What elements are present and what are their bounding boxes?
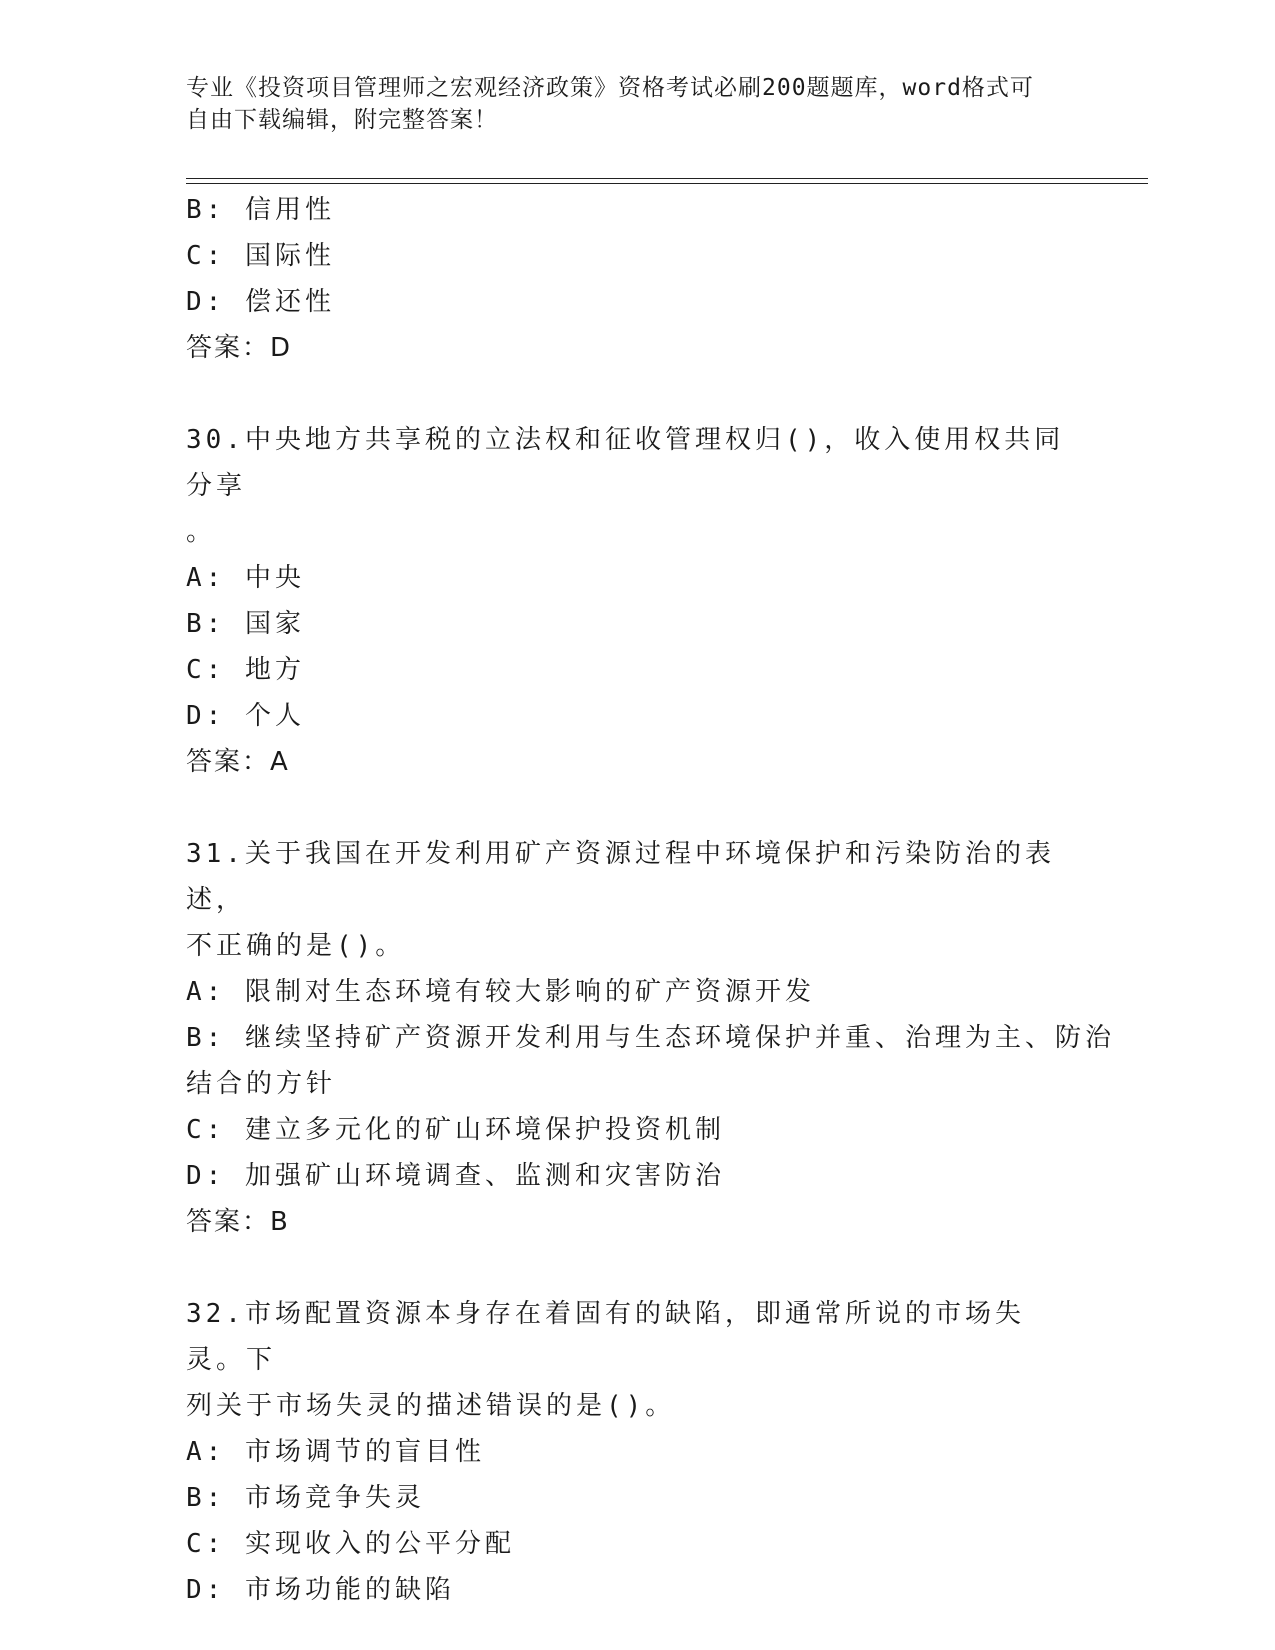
question-32-block [186, 1291, 1066, 1613]
question-text-line: 不正确的是()。 [186, 931, 406, 961]
question-text-line: 列关于市场失灵的描述错误的是()。 [186, 1391, 676, 1421]
question-text-line: 31.关于我国在开发利用矿产资源过程中环境保护和污染防治的表述， [186, 839, 1055, 915]
question-30-text [186, 417, 1066, 555]
option-b: B: 信用性 [186, 195, 335, 225]
option-b: B: 继续坚持矿产资源开发利用与生态环境保护并重、治理为主、防治 [186, 1023, 1115, 1053]
option-d: D: 加强矿山环境调查、监测和灾害防治 [186, 1161, 725, 1191]
option-d: D: 个人 [186, 701, 305, 731]
question-text-line: 32.市场配置资源本身存在着固有的缺陷，即通常所说的市场失灵。下 [186, 1299, 1025, 1375]
question-content [186, 187, 1115, 1613]
question-30-block [186, 417, 1066, 785]
header-title-line-2: 自由下载编辑，附完整答案！ [186, 107, 498, 133]
header-divider-bottom [186, 183, 1148, 184]
answer-label: 答案：B [186, 1207, 290, 1237]
prev-question-block [186, 187, 1066, 371]
question-text-line: 30.中央地方共享税的立法权和征收管理权归()，收入使用权共同分享 [186, 425, 1065, 501]
option-d: D: 偿还性 [186, 287, 335, 317]
question-31-text [186, 831, 1066, 969]
option-b: B: 国家 [186, 609, 305, 639]
option-a: A: 市场调节的盲目性 [186, 1437, 485, 1467]
option-c: C: 建立多元化的矿山环境保护投资机制 [186, 1115, 725, 1145]
option-b: B: 市场竞争失灵 [186, 1483, 425, 1513]
question-32-text [186, 1291, 1066, 1429]
option-c: C: 实现收入的公平分配 [186, 1529, 515, 1559]
answer-label: 答案：A [186, 747, 290, 777]
option-c: C: 地方 [186, 655, 305, 685]
question-31-block [186, 831, 1115, 1245]
option-d: D: 市场功能的缺陷 [186, 1575, 455, 1605]
option-b-continued: 结合的方针 [186, 1069, 337, 1099]
option-a: A: 中央 [186, 563, 305, 593]
option-a: A: 限制对生态环境有较大影响的矿产资源开发 [186, 977, 815, 1007]
header-title-line-1: 专业《投资项目管理师之宏观经济政策》资格考试必刷200题题库，word格式可 [186, 75, 1034, 101]
answer-label: 答案：D [186, 333, 293, 363]
option-c: C: 国际性 [186, 241, 335, 271]
page-header [186, 72, 1086, 136]
question-text-line: 。 [186, 517, 217, 547]
header-divider-top [186, 178, 1148, 179]
